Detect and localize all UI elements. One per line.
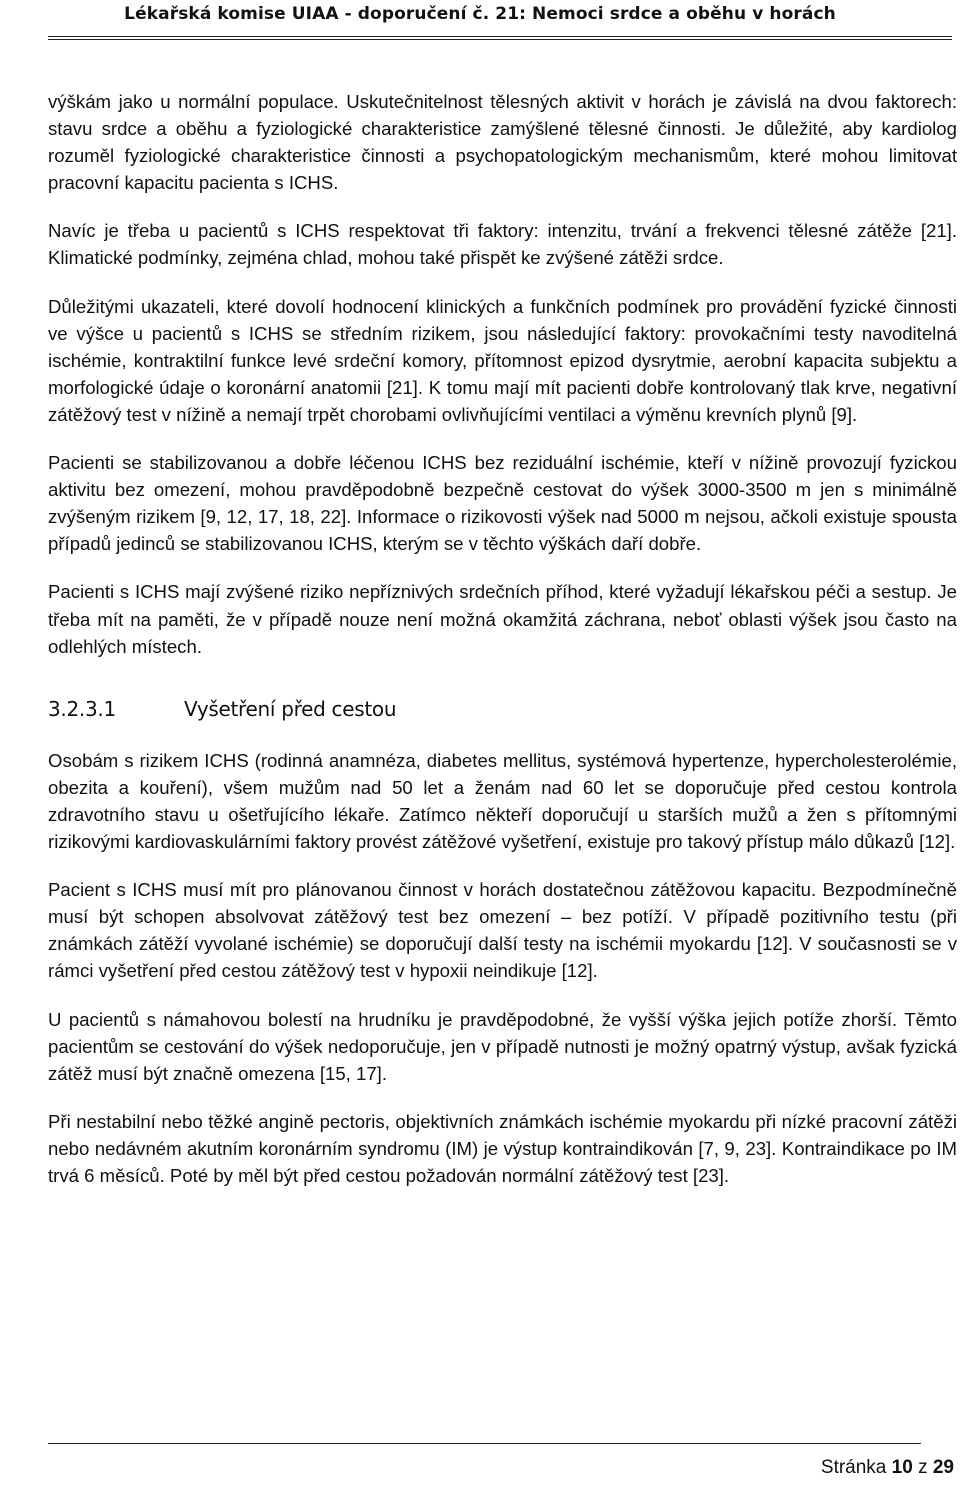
paragraph: Pacient s ICHS musí mít pro plánovanou činnost v horách dostatečnou zátěžovou kapacitu. Bezpodmínečně musí být schopen absolvovat zátěžový test bez omezení – bez potíží. V případě pozitivního testu (při známkách zátěží vyvolané ischémie) se doporučují další testy na ischémii myokardu [12]. V současnosti se v rámci vyšetření před cestou zátěžový test v hypoxii neindikuje [12].: [48, 879, 957, 982]
footer-divider: [48, 1443, 921, 1444]
section-heading: [48, 696, 957, 723]
paragraph: Pacienti se stabilizovanou a dobře léčenou ICHS bez reziduální ischémie, kteří v nížině provozují fyzickou aktivitu bez omezení, mohou pravděpodobně bezpečně cestovat do výšek 3000-3500 m jen s minimálně zvýšeným rizikem [9, 12, 17, 18, 22]. Informace o rizikovosti výšek nad 5000 m nejsou, ačkoli existuje spousta případů jedinců se stabilizovanou ICHS, kterým se v těchto výškách daří dobře.: [48, 452, 957, 555]
page-header: [0, 0, 960, 40]
paragraph: Osobám s rizikem ICHS (rodinná anamnéza, diabetes mellitus, systémová hypertenze, hypercholesterolémie, obezita a kouření), všem mužům nad 50 let a ženám nad 60 let se doporučuje před cestou kontrola zdravotního stavu u ošetřujícího lékaře. Zatímco někteří doporučují u starších mužů a žen s přítomnými rizikovými kardiovaskulárními faktory provést zátěžové vyšetření, existuje pro takový přístup málo důkazů [12].: [48, 749, 957, 853]
header-divider-thick: [48, 39, 952, 40]
paragraph: Navíc je třeba u pacientů s ICHS respektovat tři faktory: intenzitu, trvání a frekvenci tělesné zátěže [21]. Klimatické podmínky, zejména chlad, mohou také přispět ke zvýšené zátěži srdce.: [48, 220, 957, 269]
page-body: [48, 88, 957, 1210]
page-word: Stránka: [820, 1457, 887, 1478]
header-title: Lékařská komise UIAA - doporučení č. 21: Nemoci srdce a oběhu v horách: [124, 4, 836, 24]
paragraph: U pacientů s námahovou bolestí na hrudníku je pravděpodobné, že vyšší výška jejich potíže zhorší. Těmto pacientům se cestování do výšek nedoporučuje, jen v případě nutnosti je možný opatrný výstup, avšak fyzická zátěž musí být značně omezena [15, 17].: [48, 1008, 957, 1084]
section-title: Vyšetření před cestou: [184, 696, 397, 721]
header-divider: [48, 36, 952, 37]
page-footer: [821, 1457, 954, 1479]
paragraph: Důležitými ukazateli, které dovolí hodnocení klinických a funkčních podmínek pro provádění fyzické činnosti ve výšce u pacientů s ICHS se středním rizikem, jsou následující faktory: provokačními testy navoditelná ischémie, kontraktilní funkce levé srdeční komory, přítomnost epizod dysrytmie, aerobní kapacita subjektu a morfologické údaje o koronární anatomii [21]. K tomu mají mít pacienti dobře kontrolovaný tlak krve, negativní zátěžový test v nížině a nemají trpět chorobami ovlivňujícími ventilaci a výměnu krevních plynů [9].: [48, 295, 957, 425]
paragraph: Pacienti s ICHS mají zvýšené riziko nepříznivých srdečních příhod, které vyžadují lékařskou péči a sestup. Je třeba mít na paměti, že v případě nouze není možná okamžitá záchrana, neboť oblasti výšek jsou často na odlehlých místech.: [48, 581, 957, 657]
paragraph: Při nestabilní nebo těžké angině pectoris, objektivních známkách ischémie myokardu při nízké pracovní zátěži nebo nedávném akutním koronárním syndromu (IM) je výstup kontraindikován [7, 9, 23]. Kontraindikace po IM trvá 6 měsíců. Poté by měl být před cestou požadován normální zátěžový test [23].: [48, 1110, 957, 1186]
page-total: 29: [932, 1457, 954, 1478]
page-number: 10: [891, 1457, 913, 1478]
paragraph: výškám jako u normální populace. Uskutečnitelnost tělesných aktivit v horách je závislá na dvou faktorech: stavu srdce a oběhu a fyziologické charakteristice zamýšlené tělesné činnosti. Je důležité, aby kardiolog rozuměl fyziologické charakteristice činnosti a psychopatologickým mechanismům, které mohou limitovat pracovní kapacitu pacienta s ICHS.: [48, 91, 957, 194]
of-word: z: [918, 1457, 928, 1478]
section-number: 3.2.3.1: [48, 696, 116, 721]
